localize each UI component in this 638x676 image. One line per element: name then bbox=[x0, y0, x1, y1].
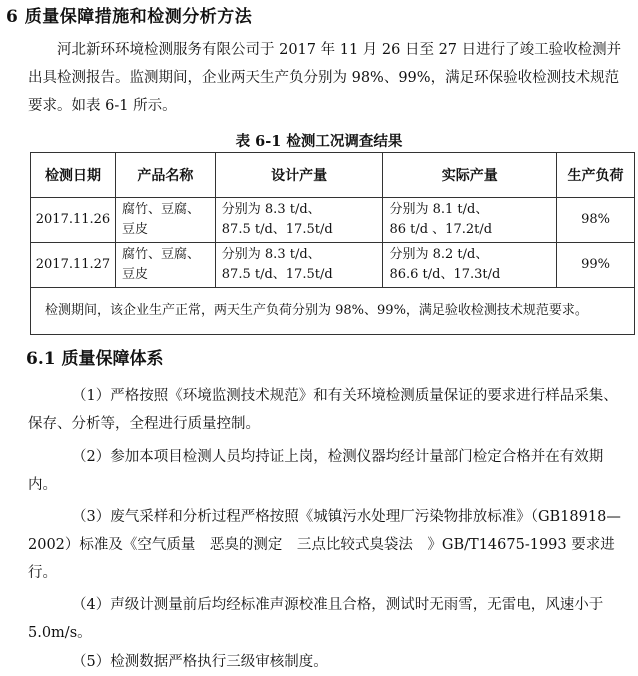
intro-paragraph: 河北新环环境检测服务有限公司于 2017 年 11 月 26 日至 27 日进行了竣工验收检测并出具检测报告。监测期间，企业两天生产负分别为 98%、99%，满足环保验收检测技术规范要求。如表 6-1 所示。 bbox=[28, 42, 622, 114]
results-table bbox=[30, 152, 635, 335]
table-note: 检测期间，该企业生产正常，两天生产负荷分别为 98%、99%，满足验收检测技术规范要求。 bbox=[31, 288, 635, 335]
header-design: 设计产量 bbox=[215, 153, 383, 198]
list-item: （2）参加本项目检测人员均持证上岗，检测仪器均经计量部门检定合格并在有效期内。 bbox=[28, 449, 604, 493]
table-caption: 表 6-1 检测工况调查结果 bbox=[235, 133, 403, 150]
header-actual: 实际产量 bbox=[383, 153, 557, 198]
cell-load: 99% bbox=[557, 243, 635, 288]
subsection-title: 6.1 质量保障体系 bbox=[26, 349, 164, 369]
cell-date: 2017.11.26 bbox=[31, 198, 116, 243]
list-item: （5）检测数据严格执行三级审核制度。 bbox=[72, 654, 328, 670]
list-item: （4）声级计测量前后均经标准声源校准且合格，测试时无雨雪，无雷电，风速小于 5.0m/s。 bbox=[28, 597, 604, 641]
cell-product: 腐竹、豆腐、 豆皮 bbox=[115, 243, 215, 288]
header-load: 生产负荷 bbox=[557, 153, 635, 198]
cell-product: 腐竹、豆腐、 豆皮 bbox=[115, 198, 215, 243]
table-row bbox=[31, 198, 635, 243]
cell-actual: 分别为 8.2 t/d、 86.6 t/d、17.3t/d bbox=[383, 243, 557, 288]
header-product: 产品名称 bbox=[115, 153, 215, 198]
list-item: （3）废气采样和分析过程严格按照《城镇污水处理厂污染物排放标准》（GB18918—2002）标准及《空气质量 恶臭的测定 三点比较式臭袋法 》GB/T14675-1993 要求进行。 bbox=[28, 509, 621, 581]
cell-design: 分别为 8.3 t/d、 87.5 t/d、17.5t/d bbox=[215, 198, 383, 243]
cell-date: 2017.11.27 bbox=[31, 243, 116, 288]
table-header-row bbox=[31, 153, 635, 198]
cell-load: 98% bbox=[557, 198, 635, 243]
section-title: 6 质量保障措施和检测分析方法 bbox=[6, 7, 253, 27]
table-note-row bbox=[31, 288, 635, 335]
cell-design: 分别为 8.3 t/d、 87.5 t/d、17.5t/d bbox=[215, 243, 383, 288]
cell-actual: 分别为 8.1 t/d、 86 t/d 、17.2t/d bbox=[383, 198, 557, 243]
table-row bbox=[31, 243, 635, 288]
header-date: 检测日期 bbox=[31, 153, 116, 198]
list-item: （1）严格按照《环境监测技术规范》和有关环境检测质量保证的要求进行样品采集、保存、分析等，全程进行质量控制。 bbox=[28, 388, 618, 432]
